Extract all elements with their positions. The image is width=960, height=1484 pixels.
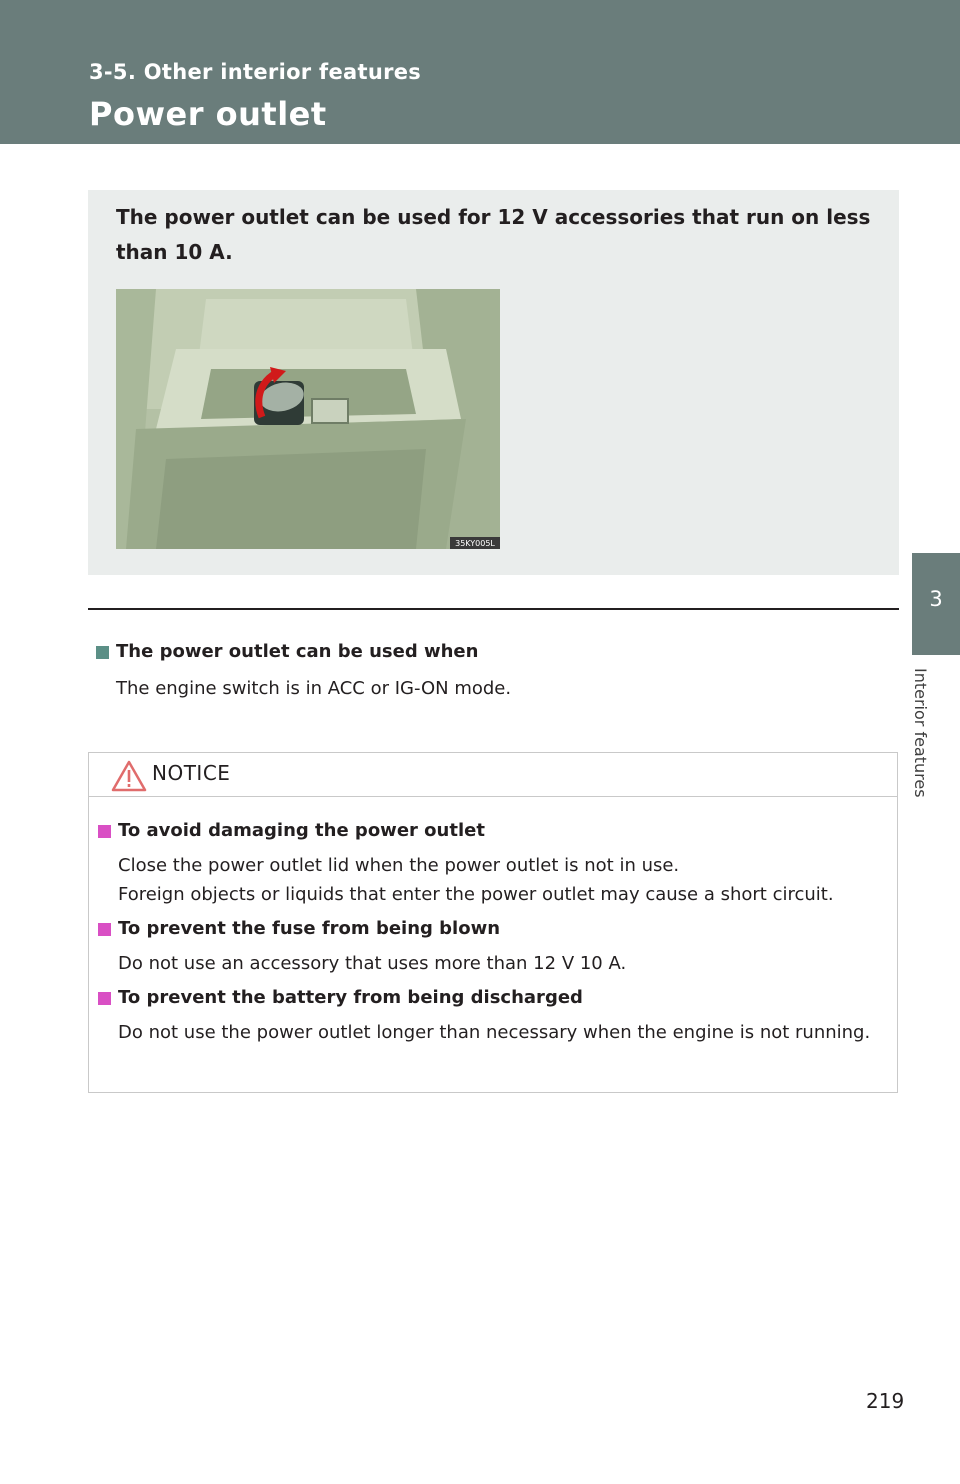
page-header	[0, 0, 960, 144]
bullet-square-icon	[98, 992, 111, 1005]
section-divider	[88, 608, 899, 610]
notice-item-heading	[98, 917, 888, 941]
warning-triangle-icon	[111, 760, 147, 792]
notice-item-heading-text: To avoid damaging the power outlet	[118, 820, 485, 841]
chapter-label	[911, 668, 942, 828]
notice-item-text	[118, 851, 888, 909]
notice-items	[98, 819, 888, 1055]
notice-line: Do not use an accessory that uses more than 12 V 10 A.	[118, 953, 627, 974]
notice-item-heading	[98, 986, 888, 1010]
info-block	[96, 640, 896, 703]
notice-item	[98, 917, 888, 978]
bullet-square-icon	[98, 923, 111, 936]
notice-item-text	[118, 1018, 888, 1047]
chapter-label-text: Interior features	[911, 668, 930, 798]
intro-box	[88, 190, 899, 575]
notice-item	[98, 986, 888, 1047]
bullet-square-icon	[96, 646, 109, 659]
chapter-tab	[912, 553, 960, 655]
notice-title: NOTICE	[152, 761, 231, 785]
notice-line: Close the power outlet lid when the power outlet is not in use.	[118, 855, 680, 876]
info-heading-text: The power outlet can be used when	[116, 641, 479, 662]
notice-line: Do not use the power outlet longer than necessary when the engine is not running.	[118, 1022, 871, 1043]
image-code: 35KY005L	[455, 539, 495, 548]
notice-item-heading	[98, 819, 888, 843]
info-heading	[96, 640, 896, 664]
notice-item-heading-text: To prevent the fuse from being blown	[118, 918, 501, 939]
notice-box	[88, 752, 898, 1093]
notice-item-heading-text: To prevent the battery from being discharged	[118, 987, 583, 1008]
notice-item-text	[118, 949, 888, 978]
page-title: Power outlet	[89, 95, 327, 133]
notice-header	[89, 753, 897, 797]
chapter-number: 3	[929, 587, 943, 611]
info-text: The engine switch is in ACC or IG-ON mode.	[116, 678, 512, 699]
intro-text: The power outlet can be used for 12 V accessories that run on less than 10 A.	[116, 205, 871, 264]
section-label: 3-5. Other interior features	[89, 60, 422, 84]
page-number: 219	[866, 1389, 905, 1413]
power-outlet-illustration	[116, 289, 500, 549]
notice-item	[98, 819, 888, 909]
notice-line: Foreign objects or liquids that enter the power outlet may cause a short circuit.	[118, 884, 834, 905]
bullet-square-icon	[98, 825, 111, 838]
